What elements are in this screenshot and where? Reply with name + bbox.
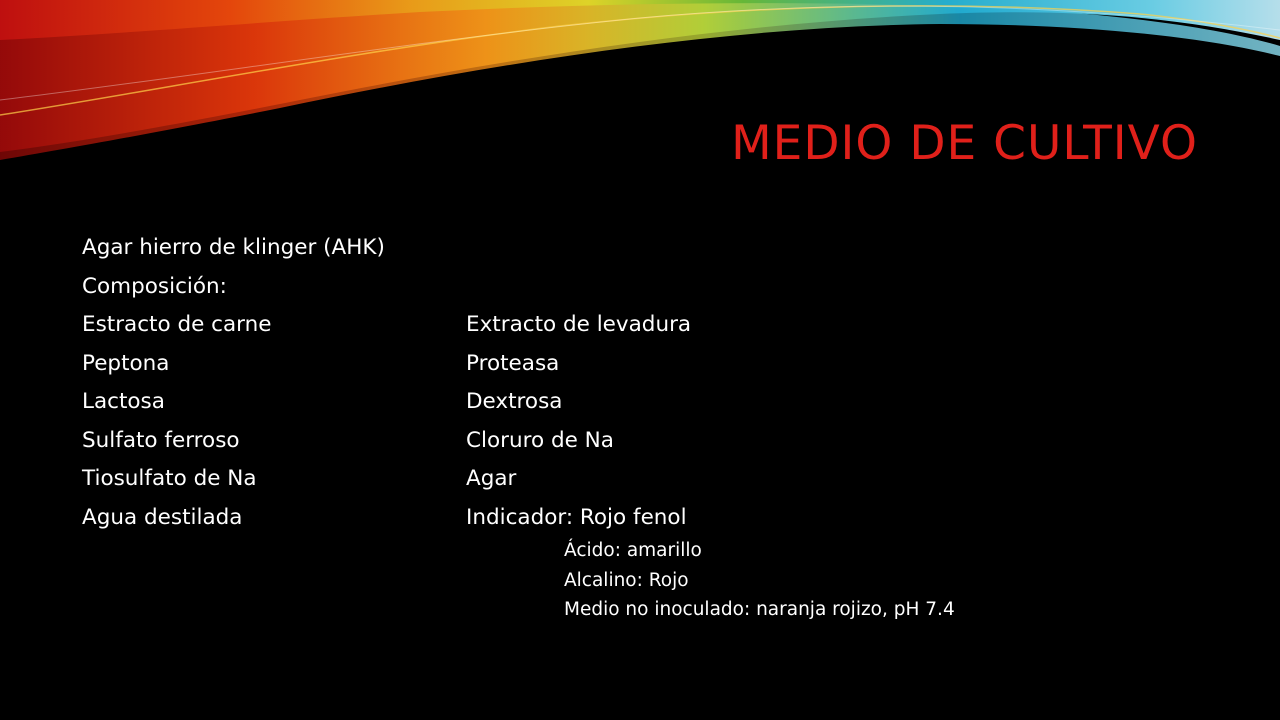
slide-body — [82, 229, 691, 537]
composition-row — [82, 499, 691, 538]
indicator-notes — [564, 536, 955, 625]
ingredient: Estracto de carne — [82, 312, 272, 337]
indicator-line: Indicador: Rojo fenol — [466, 504, 687, 530]
ingredient: Dextrosa — [466, 389, 563, 414]
ingredient: Proteasa — [466, 350, 560, 376]
medium-name: Agar hierro de klinger (AHK) — [82, 235, 385, 260]
composition-row — [82, 306, 691, 345]
composition-label: Composición: — [82, 273, 227, 299]
indicator-note-uninoculated: Medio no inoculado: naranja rojizo, pH 7.4 — [564, 599, 955, 620]
ingredient: Peptona — [82, 350, 170, 376]
composition-row — [82, 345, 691, 384]
slide-title: MEDIO DE CULTIVO — [731, 116, 1198, 171]
composition-row — [82, 422, 691, 461]
ingredient: Sulfato ferroso — [82, 427, 240, 453]
composition-row — [82, 460, 691, 499]
ingredient: Lactosa — [82, 389, 165, 414]
indicator-note-acid: Ácido: amarillo — [564, 540, 702, 561]
ingredient: Agua destilada — [82, 504, 243, 530]
ingredient: Cloruro de Na — [466, 427, 614, 453]
ingredient: Agar — [466, 466, 517, 491]
indicator-note-alkaline: Alcalino: Rojo — [564, 569, 689, 591]
ingredient: Extracto de levadura — [466, 312, 692, 337]
ingredient: Tiosulfato de Na — [82, 466, 257, 491]
composition-row — [82, 383, 691, 422]
